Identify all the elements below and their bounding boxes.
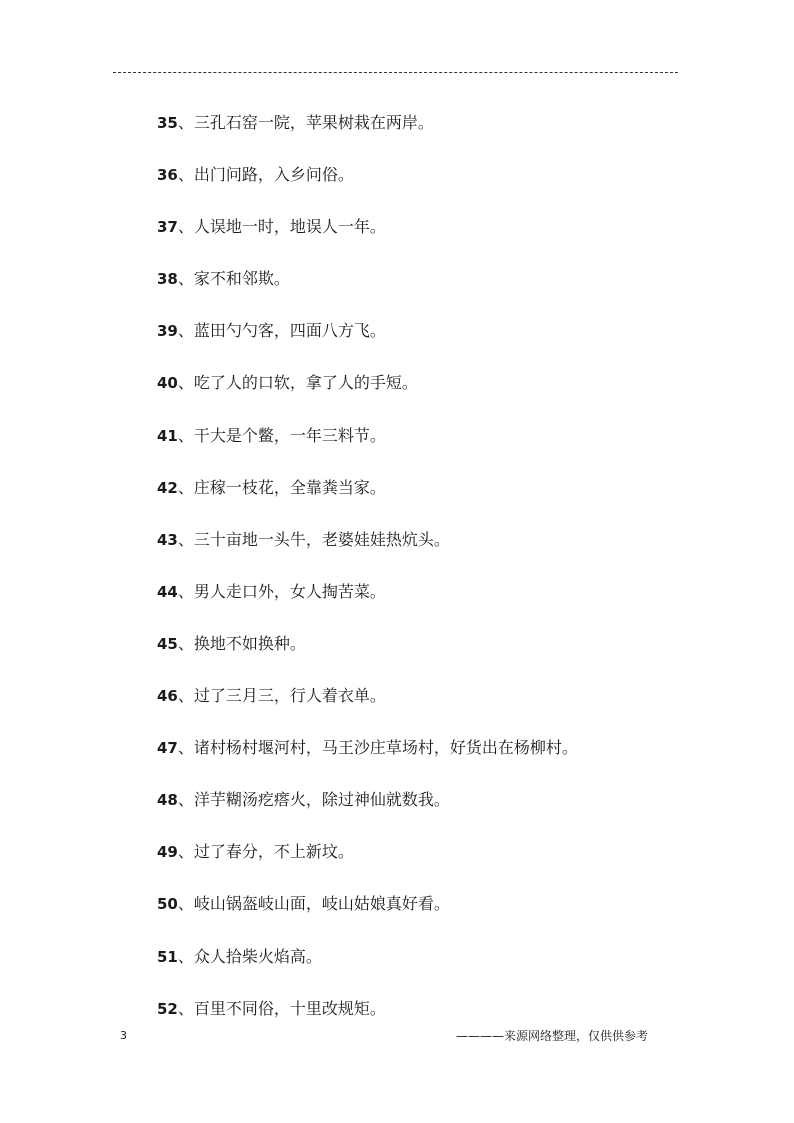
proverb-item: [157, 214, 717, 266]
proverb-text: 、吃了人的口软，拿了人的手短。: [177, 373, 418, 393]
proverb-number: 35: [157, 114, 178, 132]
proverb-text: 、换地不如换种。: [177, 633, 306, 653]
page-number: 3: [120, 1029, 127, 1042]
proverb-item: [157, 370, 717, 422]
proverb-number: 41: [157, 426, 178, 445]
proverb-number: 52: [157, 999, 178, 1018]
proverb-item: [157, 162, 717, 214]
proverb-item: [157, 318, 717, 370]
proverb-item: [157, 579, 717, 631]
proverb-number: 46: [157, 687, 178, 706]
source-note: ————来源网络整理，仅供供参考: [456, 1029, 649, 1043]
proverb-item: [157, 423, 717, 475]
proverb-item: [157, 944, 717, 996]
proverb-text: 、男人走口外，女人掏苦菜。: [177, 581, 386, 601]
proverb-text: 、洋芋糊汤疙瘩火，除过神仙就数我。: [177, 790, 450, 810]
proverb-number: 43: [157, 530, 178, 549]
proverb-text: 、三十亩地一头牛，老婆娃娃热炕头。: [177, 529, 450, 549]
proverb-number: 38: [157, 270, 178, 289]
proverb-number: 39: [157, 322, 178, 341]
proverb-number: 42: [157, 478, 178, 497]
proverb-item: [157, 631, 717, 683]
proverb-item: [157, 891, 717, 943]
proverb-number: 50: [157, 895, 178, 914]
proverb-text: 、三孔石窑一院，苹果树栽在两岸。: [177, 113, 434, 132]
proverb-item: [157, 110, 717, 162]
proverb-text: 、蓝田勺勺客，四面八方飞。: [177, 321, 386, 341]
proverb-item: [157, 266, 717, 318]
proverb-text: 、众人拾柴火焰高。: [177, 946, 322, 966]
proverb-text: 、百里不同俗，十里改规矩。: [177, 998, 386, 1018]
proverb-text: 、出门问路，入乡问俗。: [177, 165, 354, 185]
proverb-number: 48: [157, 791, 178, 810]
proverb-number: 47: [157, 739, 178, 758]
proverb-text: 、过了春分，不上新坟。: [177, 842, 354, 862]
proverb-text: 、人误地一时，地误人一年。: [177, 217, 386, 237]
proverb-item: [157, 839, 717, 891]
proverb-number: 44: [157, 582, 178, 601]
proverb-number: 51: [157, 947, 178, 966]
proverb-text: 、过了三月三，行人着衣单。: [177, 686, 386, 706]
proverb-item: [157, 787, 717, 839]
proverb-number: 49: [157, 843, 178, 862]
proverb-item: [157, 735, 717, 787]
proverb-text: 、岐山锅盔岐山面，岐山姑娘真好看。: [177, 894, 450, 914]
proverb-number: 45: [157, 634, 178, 653]
proverb-text: 、庄稼一枝花，全靠粪当家。: [177, 477, 386, 497]
proverb-text: 、家不和邻欺。: [177, 269, 290, 289]
proverb-item: [157, 475, 717, 527]
proverb-number: 36: [157, 166, 178, 185]
proverb-item: [157, 527, 717, 579]
header-divider: [113, 72, 678, 73]
proverb-text: 、诸村杨村堰河村，马王沙庄草场村，好货出在杨柳村。: [177, 738, 578, 758]
proverb-number: 40: [157, 374, 178, 393]
proverb-number: 37: [157, 218, 178, 237]
proverb-text: 、干大是个鳖，一年三料节。: [177, 425, 386, 445]
proverb-item: [157, 683, 717, 735]
proverb-list: [157, 110, 717, 1048]
